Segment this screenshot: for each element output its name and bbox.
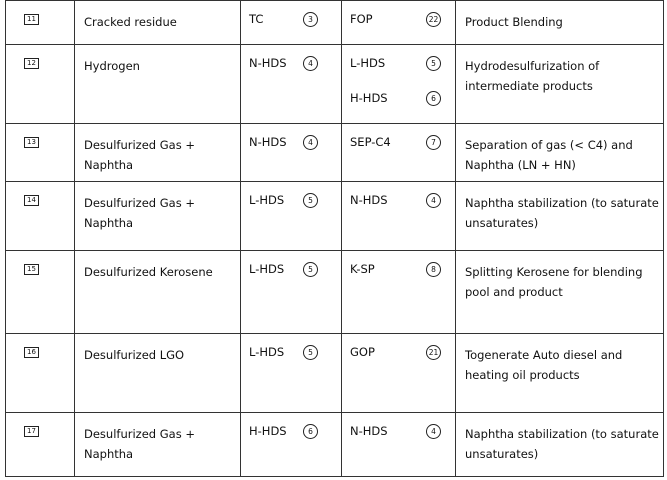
stream-name-cell [75,124,241,182]
purpose-text: Separation of gas (< C4) and Naphtha (LN + HN) [465,138,633,172]
stream-number-cell [6,45,75,124]
from-unit-cell [241,413,342,477]
to-unit-code: H-HDS [350,91,388,105]
stream-number-cell [6,251,75,334]
stream-name: Desulfurized Gas + Naphtha [84,427,195,461]
stream-name-cell [75,334,241,413]
stream-number: 13 [24,137,39,148]
stream-number-cell [6,182,75,251]
from-unit-code: L-HDS [249,345,285,359]
from-unit-number: 3 [303,12,318,27]
stream-name: Cracked residue [84,15,177,29]
to-unit-code: FOP [350,12,373,26]
to-unit-code: L-HDS [350,56,386,70]
purpose-text: Splitting Kerosene for blending pool and product [465,265,643,299]
to-unit-cell [342,45,456,124]
stream-name: Desulfurized Gas + Naphtha [84,138,195,172]
from-unit-cell [241,334,342,413]
stream-number-cell [6,1,75,45]
from-unit-cell [241,251,342,334]
table-row [6,334,664,413]
stream-number: 15 [24,264,39,275]
stream-name-cell [75,251,241,334]
to-unit-code: N-HDS [350,424,388,438]
table-row [6,45,664,124]
table-row [6,124,664,182]
from-unit-code: N-HDS [249,135,287,149]
stream-name: Hydrogen [84,59,140,73]
purpose-text: Naphtha stabilization (to saturate unsaturates) [465,196,659,230]
from-unit-number: 6 [303,424,318,439]
to-unit-code: SEP-C4 [350,135,391,149]
stream-number: 12 [24,58,39,69]
from-unit-code: TC [249,12,264,26]
to-unit-code: N-HDS [350,193,388,207]
to-unit-cell [342,413,456,477]
from-unit-cell [241,1,342,45]
purpose-cell [456,182,664,251]
purpose-cell [456,1,664,45]
from-unit-number: 5 [303,345,318,360]
to-unit-number: 21 [426,345,441,360]
to-unit-number: 8 [426,262,441,277]
from-unit-cell [241,45,342,124]
purpose-text: Product Blending [465,15,563,29]
from-unit-number: 5 [303,193,318,208]
stream-number: 17 [24,426,39,437]
from-unit-code: H-HDS [249,424,287,438]
stream-number-cell [6,124,75,182]
stream-name: Desulfurized Gas + Naphtha [84,196,195,230]
to-unit-cell [342,1,456,45]
stream-name-cell [75,413,241,477]
stream-name-cell [75,45,241,124]
purpose-text: Hydrodesulfurization of intermediate products [465,59,600,93]
stream-table [5,0,664,477]
from-unit-code: L-HDS [249,193,285,207]
purpose-cell [456,413,664,477]
from-unit-number: 4 [303,56,318,71]
table-row [6,251,664,334]
to-unit-cell [342,334,456,413]
stream-name: Desulfurized LGO [84,348,185,362]
table-row [6,413,664,477]
table-row [6,1,664,45]
purpose-cell [456,124,664,182]
from-unit-code: L-HDS [249,262,285,276]
to-unit-cell [342,124,456,182]
purpose-cell [456,45,664,124]
stream-number-cell [6,334,75,413]
from-unit-cell [241,124,342,182]
stream-number: 11 [24,14,39,25]
purpose-text: Togenerate Auto diesel and heating oil products [465,348,623,382]
to-unit-number: 5 [426,56,441,71]
purpose-cell [456,334,664,413]
stream-name-cell [75,182,241,251]
from-unit-cell [241,182,342,251]
to-unit-number: 4 [426,424,441,439]
stream-number: 16 [24,347,39,358]
to-unit-code: GOP [350,345,375,359]
to-unit-number: 6 [426,91,441,106]
to-unit-number: 22 [426,12,441,27]
stream-name-cell [75,1,241,45]
from-unit-number: 5 [303,262,318,277]
to-unit-cell [342,251,456,334]
stream-name: Desulfurized Kerosene [84,265,213,279]
to-unit-cell [342,182,456,251]
stream-number-cell [6,413,75,477]
to-unit-number: 7 [426,135,441,150]
purpose-cell [456,251,664,334]
table-row [6,182,664,251]
from-unit-code: N-HDS [249,56,287,70]
to-unit-code: K-SP [350,262,375,276]
purpose-text: Naphtha stabilization (to saturate unsaturates) [465,427,659,461]
to-unit-number: 4 [426,193,441,208]
stream-number: 14 [24,195,39,206]
from-unit-number: 4 [303,135,318,150]
